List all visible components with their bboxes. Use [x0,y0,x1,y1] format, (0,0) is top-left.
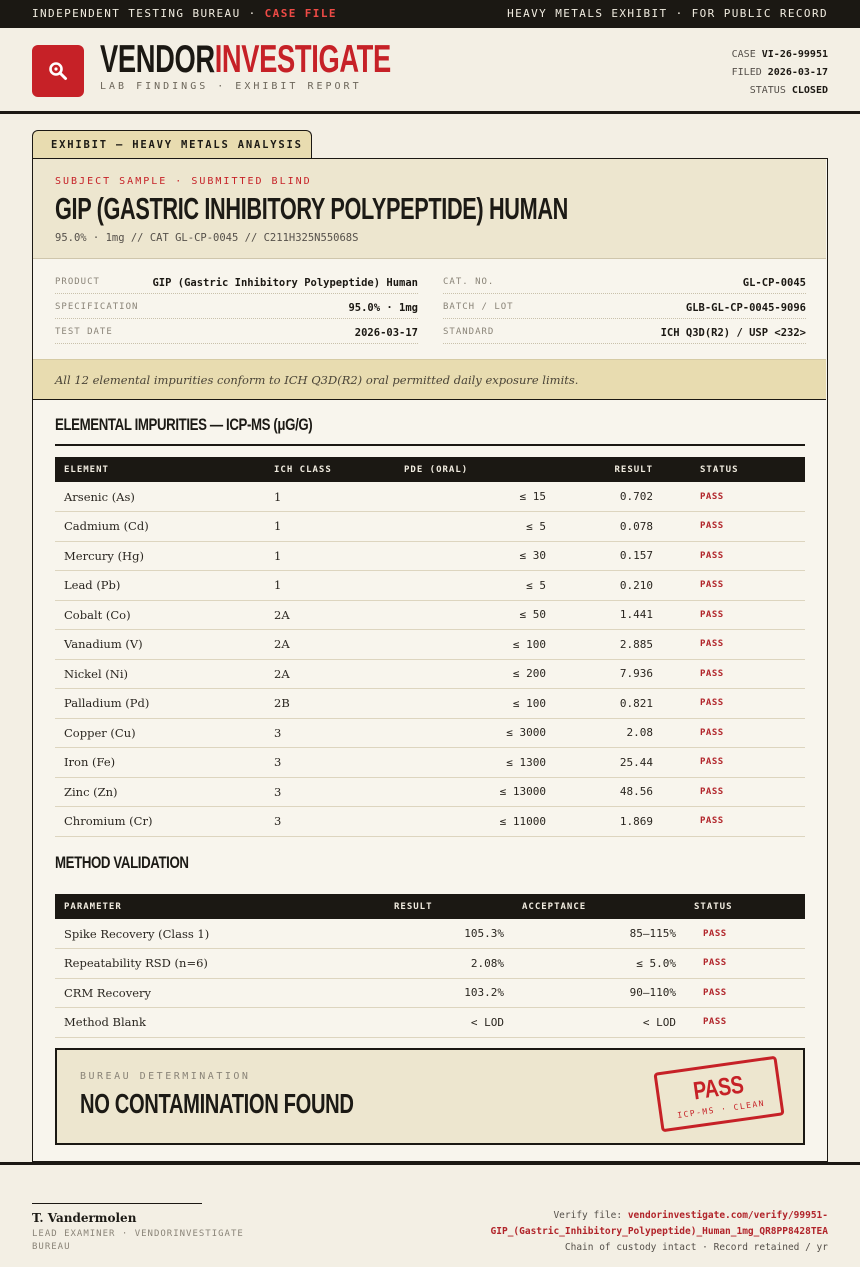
status-cell: PASS [683,630,805,660]
verify-link[interactable]: vendorinvestigate.com/verify/99951- [627,1210,828,1221]
table-header-row [55,894,805,919]
parameter-cell: Spike Recovery (Class 1) [55,919,385,949]
pde-cell: ≤ 100 [395,630,555,660]
bureau-determination [55,1048,805,1145]
ich-class-cell: 1 [265,512,395,542]
impurities-title-wrap [55,415,385,435]
case-number-row [732,46,828,64]
impurities-title: ELEMENTAL IMPURITIES — ICP-MS (μG/G) [55,415,313,434]
status-cell: PASS [683,482,805,512]
pass-stamp [653,1056,784,1133]
result-cell: 2.08% [385,949,513,979]
status-cell: PASS [685,1008,805,1038]
table-row [55,978,805,1008]
top-bar-left-text: INDEPENDENT TESTING BUREAU · [32,7,265,20]
top-bar-left [32,7,337,20]
ich-class-cell: 2A [265,659,395,689]
stamp-main: PASS [691,1070,745,1106]
spec-row [55,269,418,294]
element-cell: Mercury (Hg) [55,541,265,571]
spec-label: PRODUCT [55,277,100,287]
result-cell: 1.869 [555,807,683,837]
element-cell: Nickel (Ni) [55,659,265,689]
sample-title: GIP (GASTRIC INHIBITORY POLYPEPTIDE) HUMAN [55,191,569,226]
sample-title-wrap [55,191,788,227]
table-row [55,748,805,778]
result-cell: 0.702 [555,482,683,512]
acceptance-cell: 90–110% [513,978,685,1008]
table-row [55,949,805,979]
exhibit-tab: EXHIBIT — HEAVY METALS ANALYSIS [32,130,312,159]
result-cell: 2.08 [555,718,683,748]
impurities-table [55,457,805,837]
element-cell: Copper (Cu) [55,718,265,748]
ich-class-cell: 3 [265,777,395,807]
column-header: STATUS [683,457,805,482]
logo[interactable] [32,45,84,97]
conformance-note: All 12 elemental impurities conform to ICH Q3D(R2) oral permitted daily exposure limits. [33,359,826,400]
status-cell: PASS [683,748,805,778]
pde-cell: ≤ 13000 [395,777,555,807]
element-cell: Chromium (Cr) [55,807,265,837]
ich-class-cell: 3 [265,718,395,748]
table-row [55,600,805,630]
element-cell: Cobalt (Co) [55,600,265,630]
ich-class-cell: 1 [265,482,395,512]
validation-title: METHOD VALIDATION [55,853,189,872]
table-row [55,630,805,660]
table-row [55,689,805,719]
stamp-sub: ICP-MS · CLEAN [676,1098,766,1120]
column-header: RESULT [385,894,513,919]
element-cell: Cadmium (Cd) [55,512,265,542]
pde-cell: ≤ 100 [395,689,555,719]
ich-class-cell: 2A [265,600,395,630]
spec-label: SPECIFICATION [55,302,139,312]
pde-cell: ≤ 15 [395,482,555,512]
ich-class-cell: 2B [265,689,395,719]
signature-line [32,1203,202,1204]
status-row [732,82,828,100]
status-cell: PASS [685,919,805,949]
impurities-rule [55,444,805,446]
table-row [55,718,805,748]
case-file-label: CASE FILE [264,7,337,20]
pde-cell: ≤ 5 [395,512,555,542]
pde-cell: ≤ 50 [395,600,555,630]
spec-value: GL-CP-0045 [742,277,806,289]
ich-class-cell: 1 [265,541,395,571]
custody-note: Chain of custody intact · Record retained / yr [564,1242,828,1253]
case-info [732,46,828,100]
filed-row [732,64,828,82]
column-header: STATUS [685,894,805,919]
column-header: ACCEPTANCE [513,894,685,919]
parameter-cell: Method Blank [55,1008,385,1038]
table-header-row [55,457,805,482]
validation-title-wrap [55,853,226,873]
column-header: RESULT [555,457,683,482]
status-cell: PASS [683,512,805,542]
spec-value: 2026-03-17 [354,327,418,339]
spec-right [443,269,806,349]
ich-class-cell: 2A [265,630,395,660]
determination-value: NO CONTAMINATION FOUND [80,1088,354,1119]
result-cell: 0.210 [555,571,683,601]
result-cell: 0.157 [555,541,683,571]
pde-cell: ≤ 1300 [395,748,555,778]
table-row [55,659,805,689]
brand-wordmark[interactable] [100,38,516,81]
validation-table [55,894,805,1038]
pde-cell: ≤ 3000 [395,718,555,748]
table-row [55,1008,805,1038]
brand-part2: INVESTIGATE [214,38,391,81]
case-value: VI-26-99951 [761,49,828,60]
spec-value: 95.0% · 1mg [348,302,418,314]
table-row [55,919,805,949]
status-cell: PASS [683,807,805,837]
result-cell: 1.441 [555,600,683,630]
spec-label: BATCH / LOT [443,302,514,312]
filed-label: FILED [731,67,762,78]
result-cell: 2.885 [555,630,683,660]
parameter-cell: CRM Recovery [55,978,385,1008]
column-header: PDE (ORAL) [395,457,555,482]
status-label: STATUS [749,85,786,96]
element-cell: Vanadium (V) [55,630,265,660]
status-value: CLOSED [791,85,828,96]
result-cell: 0.821 [555,689,683,719]
determination-label: BUREAU DETERMINATION [80,1071,251,1082]
spec-left [55,269,418,349]
spec-row [443,319,806,344]
magnifier-icon [47,60,69,82]
exhibit-panel [32,158,828,1162]
result-cell: 48.56 [555,777,683,807]
verify-prefix: Verify file: [553,1210,628,1221]
table-row [55,777,805,807]
examiner-name: T. Vandermolen [32,1211,137,1225]
spec-row [55,294,418,319]
table-row [55,482,805,512]
result-cell: < LOD [385,1008,513,1038]
ich-class-cell: 3 [265,748,395,778]
spec-row [443,269,806,294]
spec-value: GLB-GL-CP-0045-9096 [685,302,806,314]
sample-meta: 95.0% · 1mg // CAT GL-CP-0045 // C211H325N55068S [55,232,359,244]
status-cell: PASS [683,718,805,748]
table-row [55,512,805,542]
brand-subtitle: LAB FINDINGS · EXHIBIT REPORT [100,81,362,92]
pde-cell: ≤ 30 [395,541,555,571]
ich-class-cell: 3 [265,807,395,837]
pde-cell: ≤ 5 [395,571,555,601]
spec-row [443,294,806,319]
determination-value-wrap [80,1088,460,1120]
verify-block [491,1208,828,1256]
column-header: ICH CLASS [265,457,395,482]
table-row [55,571,805,601]
spec-label: CAT. NO. [443,277,495,287]
result-cell: 0.078 [555,512,683,542]
ich-class-cell: 1 [265,571,395,601]
status-cell: PASS [683,600,805,630]
spec-label: TEST DATE [55,327,113,337]
status-cell: PASS [683,659,805,689]
table-row [55,541,805,571]
element-cell: Zinc (Zn) [55,777,265,807]
brand-part1: VENDOR [100,38,215,81]
header [0,28,860,114]
pde-cell: ≤ 200 [395,659,555,689]
status-cell: PASS [683,777,805,807]
pde-cell: ≤ 11000 [395,807,555,837]
parameter-cell: Repeatability RSD (n=6) [55,949,385,979]
spec-row [55,319,418,344]
status-cell: PASS [685,949,805,979]
examiner-role: LEAD EXAMINER · VENDORINVESTIGATE BUREAU [32,1229,244,1252]
status-cell: PASS [685,978,805,1008]
table-row [55,807,805,837]
verify-line-1 [491,1208,828,1224]
top-bar [0,0,860,28]
case-label: CASE [731,49,756,60]
result-cell: 103.2% [385,978,513,1008]
status-cell: PASS [683,571,805,601]
footer [0,1162,860,1267]
status-cell: PASS [683,541,805,571]
acceptance-cell: 85–115% [513,919,685,949]
result-cell: 25.44 [555,748,683,778]
top-bar-right: HEAVY METALS EXHIBIT · FOR PUBLIC RECORD [507,7,828,20]
element-cell: Lead (Pb) [55,571,265,601]
acceptance-cell: < LOD [513,1008,685,1038]
sample-hero [33,159,826,259]
element-cell: Palladium (Pd) [55,689,265,719]
spec-value: GIP (Gastric Inhibitory Polypeptide) Human [152,277,418,289]
result-cell: 105.3% [385,919,513,949]
acceptance-cell: ≤ 5.0% [513,949,685,979]
column-header: PARAMETER [55,894,385,919]
spec-value: ICH Q3D(R2) / USP <232> [660,327,806,339]
spec-label: STANDARD [443,327,495,337]
filed-value: 2026-03-17 [767,67,828,78]
column-header: ELEMENT [55,457,265,482]
status-cell: PASS [683,689,805,719]
element-cell: Arsenic (As) [55,482,265,512]
verify-link-continued[interactable]: GIP_(Gastric_Inhibitory_Polypeptide)_Human_1mg_QR8PP8428TEA [490,1226,828,1237]
sample-kicker: SUBJECT SAMPLE · SUBMITTED BLIND [55,176,312,187]
element-cell: Iron (Fe) [55,748,265,778]
result-cell: 7.936 [555,659,683,689]
